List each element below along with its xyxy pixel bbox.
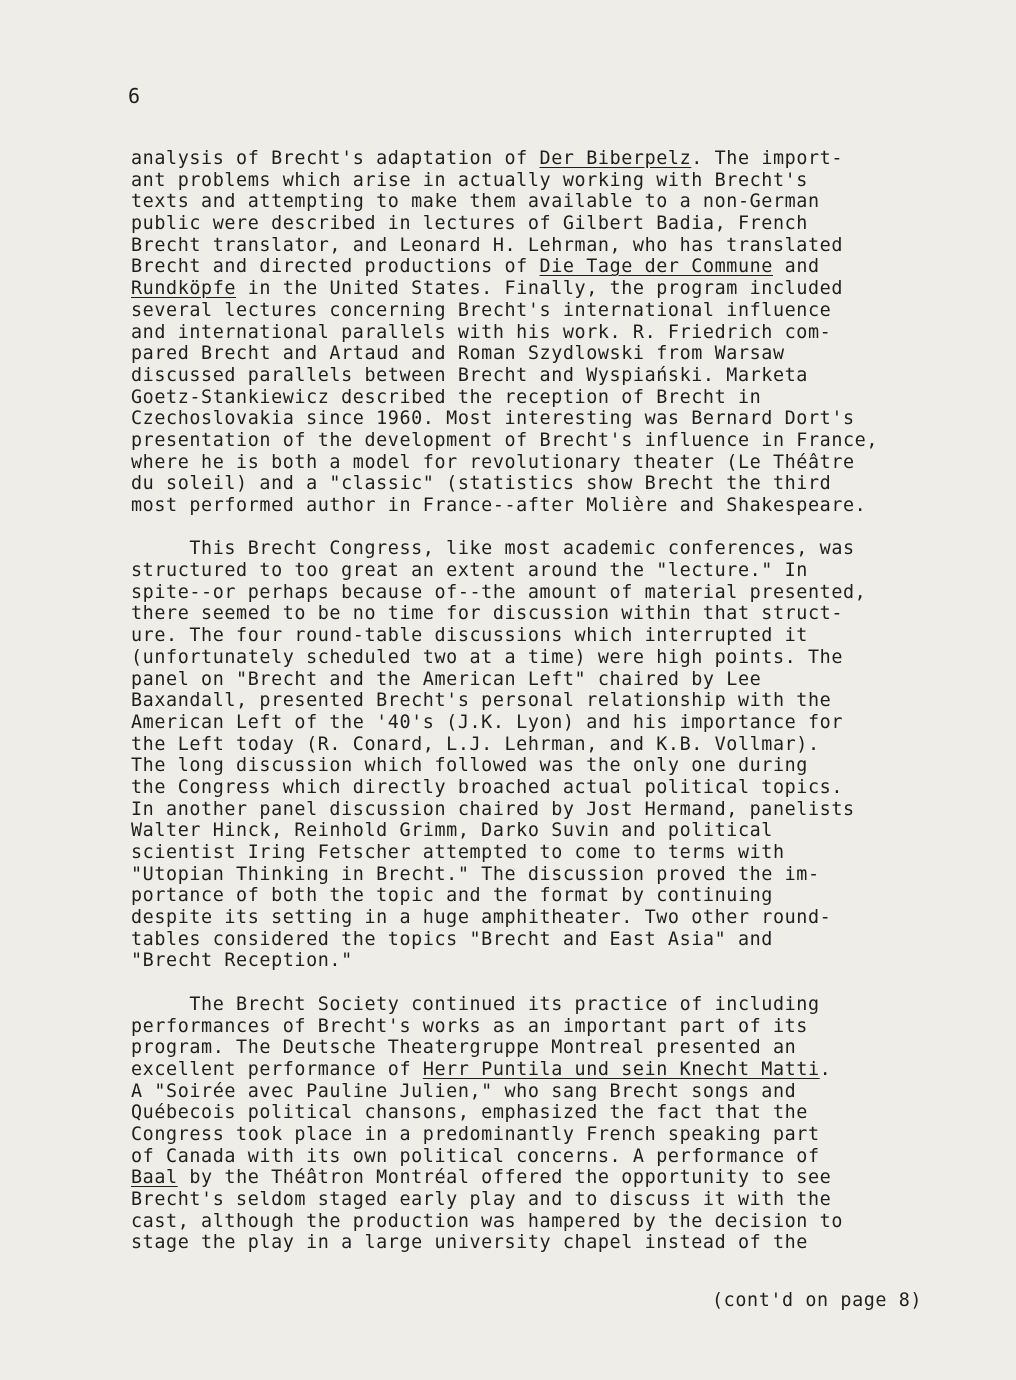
text-line: where he is both a model for revolutionary theater (Le Théâtre — [131, 451, 855, 473]
text-line: du soleil) and a "classic" (statistics show Brecht the third — [131, 473, 832, 495]
text-line: pared Brecht and Artaud and Roman Szydlowski from Warsaw — [131, 343, 785, 365]
page-number: 6 — [128, 84, 141, 108]
text-line: In another panel discussion chaired by Jost Hermand, panelists — [131, 798, 855, 820]
paragraph — [131, 538, 1006, 972]
text-line: stage the play in a large university chapel instead of the — [131, 1232, 808, 1254]
text-line: texts and attempting to make them available to a non-German — [131, 191, 820, 213]
text-line: Czechoslovakia since 1960. Most interesting was Bernard Dort's — [131, 408, 855, 430]
text-line: structured to too great an extent around the "lecture." In — [131, 560, 808, 582]
text-line: (unfortunately scheduled two at a time) were high points. The — [131, 646, 843, 668]
text-line: Rundköpfe in the United States. Finally, the program included — [131, 278, 844, 300]
text-line: most performed author in France--after Molière and Shakespeare. — [131, 495, 867, 516]
continuation-note: (cont'd on page 8) — [712, 1290, 923, 1311]
paragraph — [131, 148, 1006, 517]
text-line: The long discussion which followed was the only one during — [131, 755, 808, 777]
text-line: Baal by the Théâtron Montréal offered the opportunity to see — [131, 1167, 832, 1189]
text-line: Walter Hinck, Reinhold Grimm, Darko Suvin and political — [131, 820, 773, 842]
text-line: A "Soirée avec Pauline Julien," who sang Brecht songs and — [131, 1080, 797, 1102]
text-line: performances of Brecht's works as an important part of its — [131, 1015, 808, 1037]
text-line: discussed parallels between Brecht and Wyspiański. Marketa — [131, 364, 808, 386]
text-line: ant problems which arise in actually working with Brecht's — [131, 169, 808, 191]
text-line: there seemed to be no time for discussion within that struct- — [131, 603, 843, 625]
text-line: cast, although the production was hampered by the decision to — [131, 1210, 843, 1232]
paragraph — [131, 994, 1006, 1254]
text-line: several lectures concerning Brecht's international influence — [131, 299, 832, 321]
text-line: program. The Deutsche Theatergruppe Montreal presented an — [131, 1037, 797, 1059]
text-line: the Left today (R. Conard, L.J. Lehrman, and K.B. Vollmar). — [131, 733, 820, 755]
text-line: This Brecht Congress, like most academic conferences, was — [131, 538, 855, 560]
text-line: the Congress which directly broached actual political topics. — [131, 776, 843, 798]
text-line: portance of both the topic and the format by continuing — [131, 885, 773, 907]
text-line: presentation of the development of Brecht's influence in France, — [131, 429, 879, 451]
text-line: ure. The four round-table discussions which interrupted it — [131, 625, 808, 647]
text-line: scientist Iring Fetscher attempted to come to terms with — [131, 842, 785, 863]
text-line: panel on "Brecht and the American Left" chaired by Lee — [131, 668, 762, 690]
text-line: Congress took place in a predominantly French speaking part — [131, 1123, 820, 1145]
text-line: public were described in lectures of Gilbert Badia, French — [131, 213, 808, 235]
text-line: "Utopian Thinking in Brecht." The discussion proved the im- — [131, 863, 820, 885]
text-line: Baxandall, presented Brecht's personal relationship with the — [131, 690, 832, 712]
text-line: Brecht and directed productions of Die Tage der Commune and — [131, 256, 820, 278]
text-line: Québecois political chansons, emphasized the fact that the — [131, 1102, 808, 1124]
article-body — [131, 148, 1006, 1254]
text-line: American Left of the '40's (J.K. Lyon) and his importance for — [131, 711, 843, 733]
text-line: of Canada with its own political concerns. A performance of — [131, 1145, 820, 1167]
text-line: tables considered the topics "Brecht and East Asia" and — [131, 928, 773, 950]
text-line: excellent performance of Herr Puntila und sein Knecht Matti. — [131, 1058, 832, 1080]
text-line: Brecht's seldom staged early play and to discuss it with the — [131, 1189, 832, 1210]
text-line: "Brecht Reception." — [131, 950, 353, 972]
text-line: analysis of Brecht's adaptation of Der Biberpelz. The import- — [131, 148, 844, 169]
text-line: spite--or perhaps because of--the amount of material presented, — [131, 581, 867, 603]
text-line: despite its setting in a huge amphitheater. Two other round- — [131, 907, 832, 929]
text-line: Goetz-Stankiewicz described the reception of Brecht in — [131, 386, 762, 408]
text-line: The Brecht Society continued its practice of including — [131, 993, 820, 1015]
text-line: Brecht translator, and Leonard H. Lehrman, who has translated — [131, 234, 843, 256]
text-line: and international parallels with his work. R. Friedrich com- — [131, 321, 832, 343]
